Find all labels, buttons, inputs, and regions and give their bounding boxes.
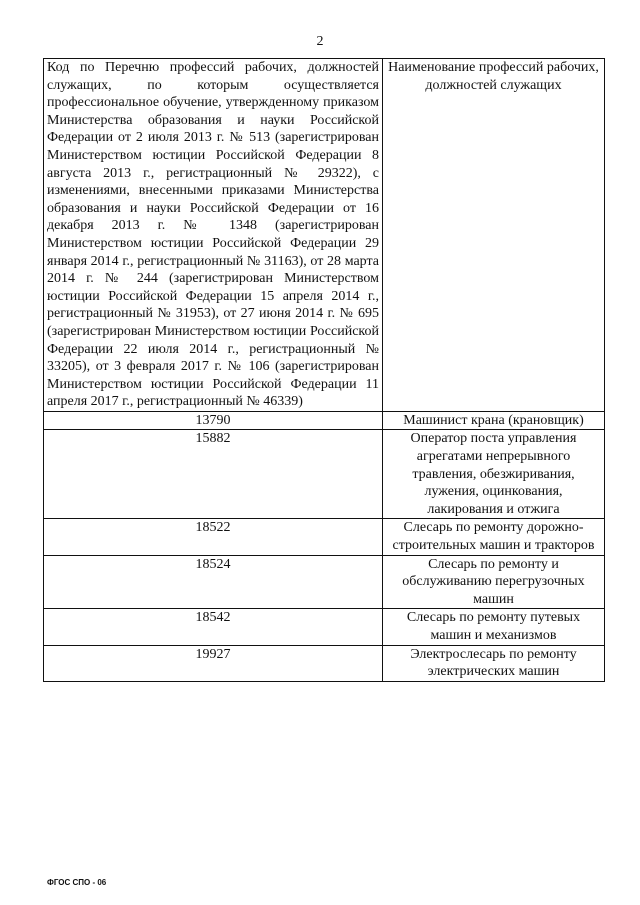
table-header-row bbox=[44, 59, 605, 412]
profession-code: 18524 bbox=[44, 555, 383, 609]
profession-name: Слесарь по ремонту путевых машин и механизмов bbox=[383, 609, 605, 645]
page-number: 2 bbox=[316, 34, 324, 49]
profession-code: 15882 bbox=[44, 430, 383, 519]
table-row bbox=[44, 645, 605, 681]
table-row bbox=[44, 430, 605, 519]
profession-name: Электрослесарь по ремонту электрических машин bbox=[383, 645, 605, 681]
header-name-column: Наименование профессий рабочих, должностей служащих bbox=[383, 59, 605, 412]
profession-name: Машинист крана (крановщик) bbox=[383, 411, 605, 430]
profession-code: 13790 bbox=[44, 411, 383, 430]
table-row bbox=[44, 555, 605, 609]
profession-code: 19927 bbox=[44, 645, 383, 681]
profession-name: Слесарь по ремонту и обслуживанию перегрузочных машин bbox=[383, 555, 605, 609]
profession-code: 18522 bbox=[44, 519, 383, 555]
profession-code: 18542 bbox=[44, 609, 383, 645]
profession-name: Оператор поста управления агрегатами непрерывного травления, обезжиривания, лужения, оцинкования, лакирования и отжига bbox=[383, 430, 605, 519]
footer-label: ФГОС СПО - 06 bbox=[47, 878, 107, 887]
table-row bbox=[44, 609, 605, 645]
table-row bbox=[44, 519, 605, 555]
profession-name: Слесарь по ремонту дорожно-строительных машин и тракторов bbox=[383, 519, 605, 555]
table-row bbox=[44, 411, 605, 430]
header-code-column: Код по Перечню профессий рабочих, должностей служащих, по которым осуществляется профессиональное обучение, утвержденному приказом Министерства образования и науки Российской Федерации от 2 июля 2013 г. № 513 (зарегистрирован Министерством юстиции Российской Федерации 8 августа 2013 г., регистрационный № 29322), с изменениями, внесенными приказами Министерства образования и науки Российской Федерации от 16 декабря 2013 г. № 1348 (зарегистрирован Министерством юстиции Российской Федерации 29 января 2014 г., регистрационный № 31163), от 28 марта 2014 г. № 244 (зарегистрирован Министерством юстиции Российской Федерации 15 апреля 2014 г., регистрационный № 31953), от 27 июня 2014 г. № 695 (зарегистрирован Министерством юстиции Российской Федерации 22 июля 2014 г., регистрационный № 33205), от 3 февраля 2017 г. № 106 (зарегистрирован Министерством юстиции Российской Федерации 11 апреля 2017 г., регистрационный № 46339) bbox=[44, 59, 383, 412]
professions-table bbox=[43, 58, 605, 682]
